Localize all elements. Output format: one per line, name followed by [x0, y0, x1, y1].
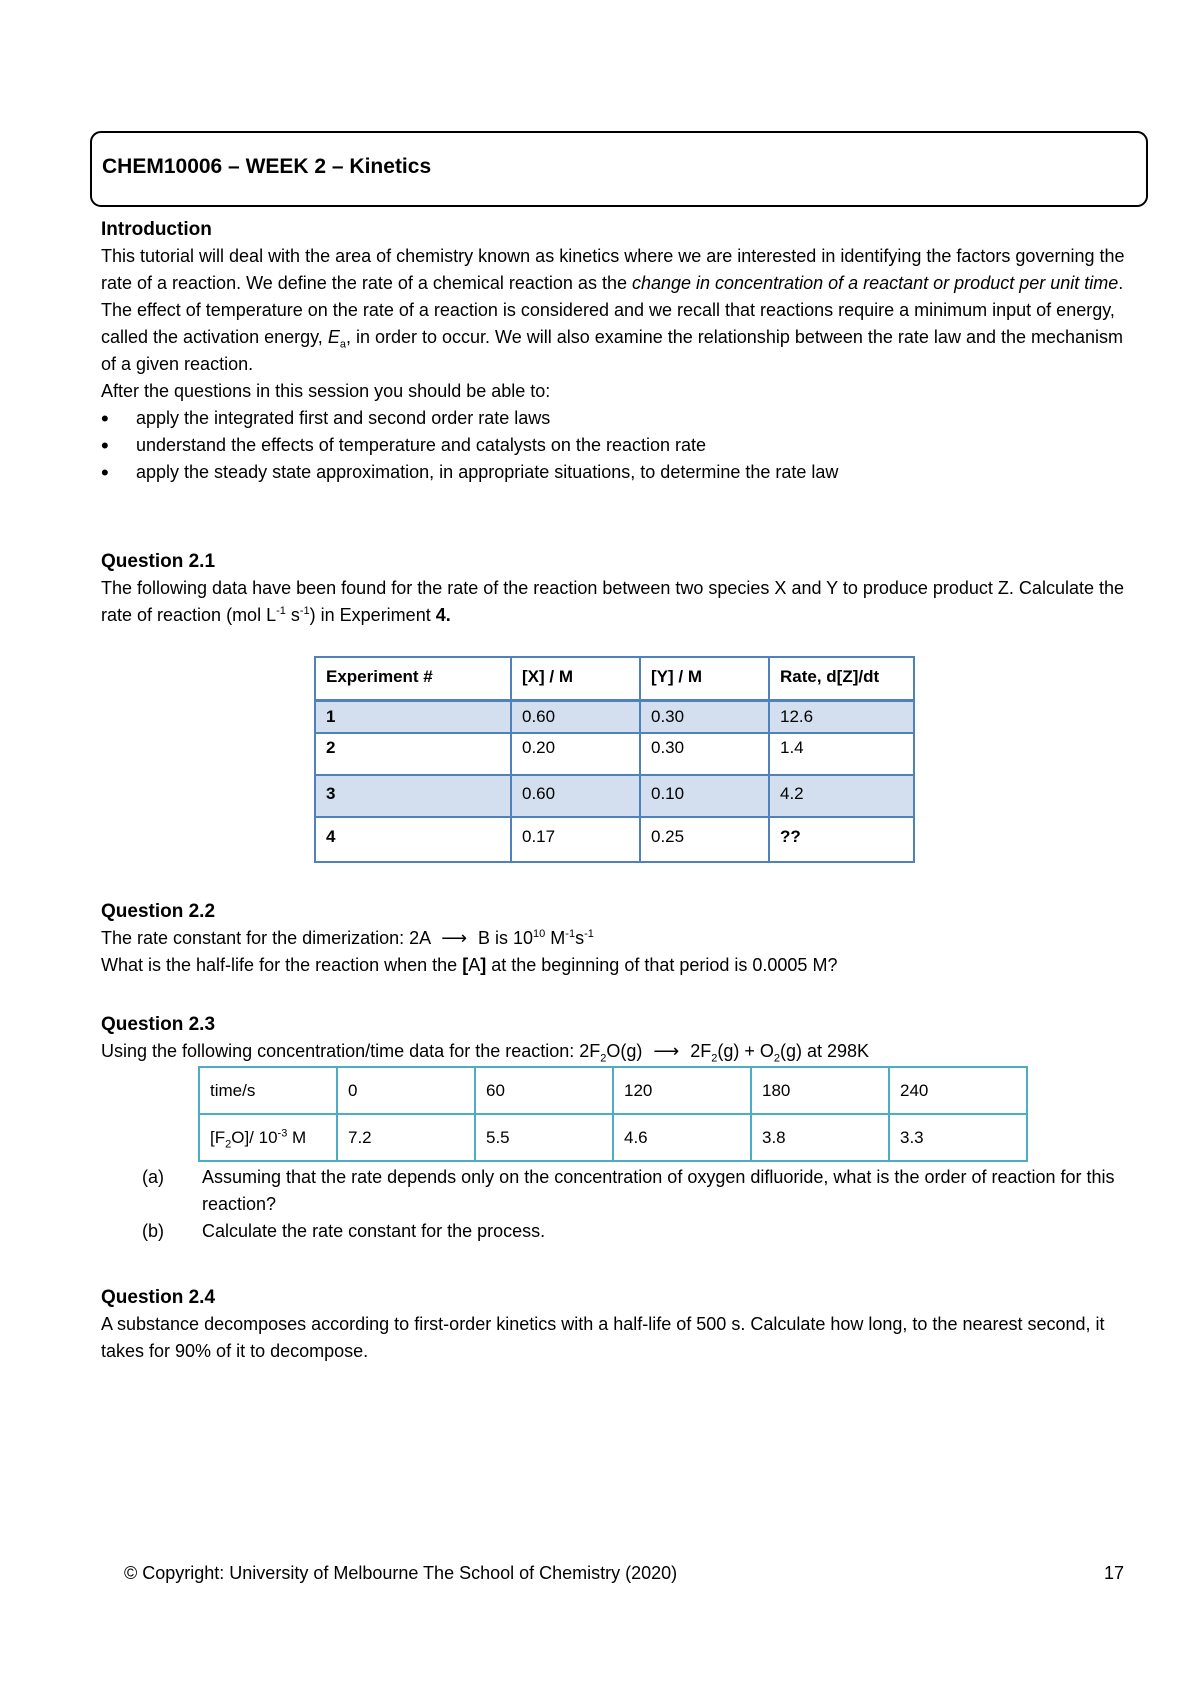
table-row-label: time/s [199, 1067, 337, 1114]
table-cell: 3 [315, 775, 511, 817]
table-header: Rate, d[Z]/dt [769, 657, 914, 701]
intro-objectives-lead: After the questions in this session you should be able to: [101, 381, 551, 401]
question-heading: Question 2.3 [101, 1014, 216, 1035]
concentration-time-table [198, 1066, 1028, 1162]
table-cell: 60 [475, 1067, 613, 1114]
table-cell: 3.3 [889, 1114, 1027, 1161]
table-cell: 120 [613, 1067, 751, 1114]
page-title: CHEM10006 – WEEK 2 – Kinetics [102, 155, 432, 178]
part-label: (b) [142, 1221, 164, 1241]
table-header-row [315, 657, 914, 701]
part-text: Calculate the rate constant for the process. [202, 1221, 546, 1241]
question-heading: Question 2.2 [101, 901, 216, 922]
table-cell: 0.25 [640, 817, 769, 862]
table-cell: 0.30 [640, 733, 769, 775]
table-row [315, 775, 914, 817]
table-cell: 240 [889, 1067, 1027, 1114]
question-text: What is the half-life for the reaction when the [A] at the beginning of that period is 0.0005 M? [101, 955, 838, 975]
table-cell: 7.2 [337, 1114, 475, 1161]
list-item [101, 1164, 1131, 1218]
table-row [315, 701, 914, 734]
rate-data-table [314, 656, 915, 863]
question-text: Using the following concentration/time data for the reaction: $2F_2O(g)$ ⟶ $2F_2(g) + O_2(g)$ at 298K [101, 1038, 1131, 1065]
table-header: [X] / M [511, 657, 640, 701]
list-item: • apply the integrated first and second order rate laws [101, 405, 1131, 432]
objectives-list [101, 405, 1131, 486]
table-cell: 180 [751, 1067, 889, 1114]
question-2-4 [101, 1284, 1131, 1365]
table-cell: 0.20 [511, 733, 640, 775]
table-header: Experiment # [315, 657, 511, 701]
part-label: (a) [142, 1167, 164, 1187]
table-cell: ?? [769, 817, 914, 862]
question-2-1 [101, 548, 1131, 629]
reaction-arrow-icon: ⟶ [441, 928, 467, 948]
table-cell: 5.5 [475, 1114, 613, 1161]
question-heading: Question 2.1 [101, 551, 216, 572]
table-row-label: $[F_2O]/$ $10^{-3}$ M [199, 1114, 337, 1161]
table-row [315, 733, 914, 775]
table-row [315, 817, 914, 862]
table-cell: 1 [315, 701, 511, 734]
question-2-3 [101, 1011, 1131, 1065]
table-cell: 4 [315, 817, 511, 862]
page-footer [124, 1560, 1124, 1587]
question-text: The rate constant for the dimerization: 2A ⟶ B is $10^{10}$ $M^{-1}s^{-1}$ [101, 925, 1131, 952]
table-row [199, 1067, 1027, 1114]
question-2-2 [101, 898, 1131, 979]
question-heading: Question 2.4 [101, 1287, 216, 1308]
table-cell: 1.4 [769, 733, 914, 775]
copyright-text: © Copyright: University of Melbourne The School of Chemistry (2020) [124, 1563, 678, 1583]
table-cell: 0 [337, 1067, 475, 1114]
list-item [101, 1218, 1131, 1245]
table-cell: 12.6 [769, 701, 914, 734]
list-item: • apply the steady state approximation, in appropriate situations, to determine the rate law [101, 459, 1131, 486]
reaction-arrow-icon: ⟶ [653, 1041, 680, 1061]
list-item: • understand the effects of temperature and catalysts on the reaction rate [101, 432, 1131, 459]
table-cell: 4.6 [613, 1114, 751, 1161]
intro-heading: Introduction [101, 219, 212, 240]
table-cell: 3.8 [751, 1114, 889, 1161]
intro-section [101, 216, 1131, 486]
page-number: 17 [1103, 1563, 1124, 1583]
table-header: [Y] / M [640, 657, 769, 701]
table-cell: 0.30 [640, 701, 769, 734]
part-text: Assuming that the rate depends only on the concentration of oxygen difluoride, what is the order of reaction for this reaction? [202, 1167, 1115, 1214]
table-row [199, 1114, 1027, 1161]
question-2-3-parts [101, 1164, 1131, 1245]
question-text: A substance decomposes according to first-order kinetics with a half-life of 500 s. Calculate how long, to the nearest second, it takes for 90% of it to decompose. [101, 1314, 1105, 1361]
table-cell: 0.60 [511, 775, 640, 817]
table-cell: 4.2 [769, 775, 914, 817]
table-cell: 0.60 [511, 701, 640, 734]
table-cell: 0.17 [511, 817, 640, 862]
intro-paragraph: This tutorial will deal with the area of chemistry known as kinetics where we are interested in identifying the factors governing the rate of a reaction. We define the rate of a chemical reaction as the change in concentration of a reactant or product per unit time. The effect of temperature on the rate of a reaction is considered and we recall that reactions require a minimum input of energy, called the activation energy, $E_a$, in order to occur. We will also examine the relationship between the rate law and the mechanism of a given reaction. [101, 246, 1125, 374]
table-cell: 2 [315, 733, 511, 775]
table-cell: 0.10 [640, 775, 769, 817]
title-box [90, 131, 1148, 207]
question-text: The following data have been found for the rate of the reaction between two species X and Y to produce product Z. Calculate the rate of reaction (mol $L^{-1}$ $s^{-1}$) in Experiment 4. [101, 578, 1124, 625]
